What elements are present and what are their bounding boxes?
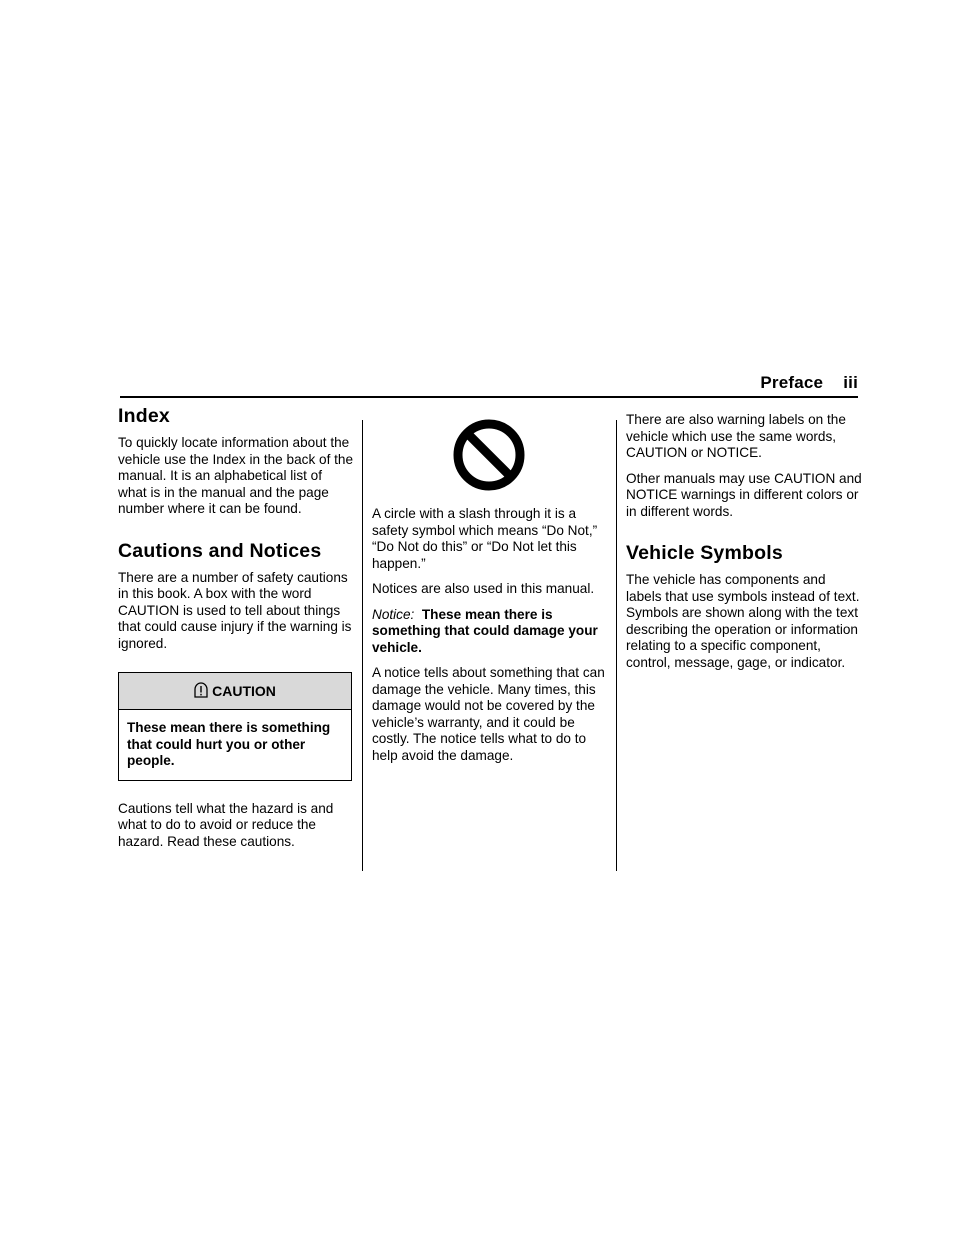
page-number: iii xyxy=(843,373,858,392)
notice-bold-text: These mean there is something that could damage your vehicle. xyxy=(372,606,598,655)
warning-labels-paragraph: There are also warning labels on the vehicle which use the same words, CAUTION or NOTICE. xyxy=(626,412,846,460)
notice-label: Notice: xyxy=(372,606,415,622)
vehicle-symbols-paragraph: The vehicle has components and labels that use symbols instead of text. Symbols are shown along with the text describing the operation or information relating to a specific component, control, message, gage, or indicator. xyxy=(626,572,860,670)
index-heading: Index xyxy=(118,405,170,427)
cautions-after-paragraph: Cautions tell what the hazard is and what to do to avoid or reduce the hazard. Read these cautions. xyxy=(118,800,334,849)
notice-statement xyxy=(372,607,608,657)
caution-label: CAUTION xyxy=(212,683,276,699)
notice-explain-paragraph: A notice tells about something that can damage the vehicle. Many times, this damage would not be covered by the vehicle’s warranty, and it could be costly. The notice tells what to do to help avoid the damage. xyxy=(372,665,605,763)
column-1 xyxy=(118,405,354,859)
cautions-heading: Cautions and Notices xyxy=(118,539,322,562)
other-manuals-paragraph: Other manuals may use CAUTION and NOTICE warnings in different colors or in different words. xyxy=(626,470,862,519)
symbol-paragraph: A circle with a slash through it is a safety symbol which means “Do Not,” “Do Not do this” or “Do Not let this happen.” xyxy=(372,506,598,571)
notices-paragraph: Notices are also used in this manual. xyxy=(372,581,595,596)
column-2 xyxy=(372,412,608,773)
section-title: Preface xyxy=(760,373,824,392)
column-divider-1 xyxy=(362,420,363,871)
column-3 xyxy=(626,412,862,680)
cautions-paragraph: There are a number of safety cautions in this book. A box with the word CAUTION is used to tell about things that could cause injury if the warning is ignored. xyxy=(118,569,352,651)
index-paragraph: To quickly locate information about the vehicle use the Index in the back of the manual. It is an alphabetical list of what is in the manual and the page number where it can be found. xyxy=(118,435,354,516)
column-divider-2 xyxy=(616,420,617,871)
do-not-circle-slash-icon xyxy=(452,418,526,492)
page-header xyxy=(120,372,858,398)
caution-header xyxy=(119,673,351,710)
running-title xyxy=(760,373,858,393)
vehicle-symbols-heading: Vehicle Symbols xyxy=(626,542,783,564)
caution-text: These mean there is something that could hurt you or other people. xyxy=(127,720,331,768)
caution-box xyxy=(118,672,352,781)
warning-triangle-icon xyxy=(194,682,208,698)
